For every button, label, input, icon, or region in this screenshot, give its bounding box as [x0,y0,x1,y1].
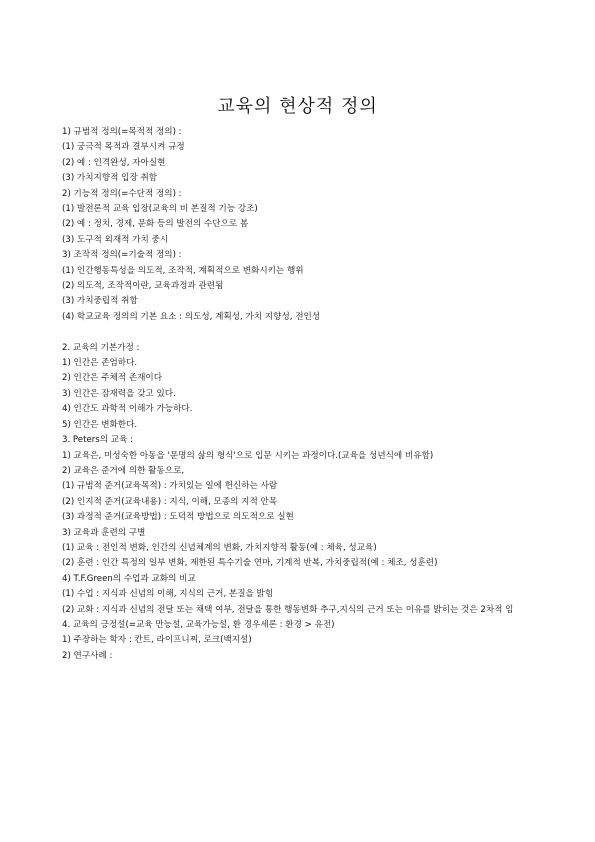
text-line: (3) 가치중립적 취함 [62,296,138,307]
text-line: (2) 의도적, 조작적이란, 교육과정과 관련됨 [62,281,224,292]
text-line: 2) 교육은 준거에 의한 활동으로, [62,465,185,476]
text-line: (2) 예 : 인격완성, 자아실현 [62,157,166,168]
text-line: 2) 연구사례 : [62,650,113,661]
text-line: 2. 교육의 기본가정 : [62,342,140,353]
text-line: 2) 기능적 정의(=수단적 정의) : [62,188,182,199]
text-line: (1) 궁극적 목적과 결부시켜 규정 [62,142,185,153]
text-line: (1) 발전론적 교육 입장(교육의 비 본질적 기능 강조) [62,204,258,215]
text-line: 4) 인간도 과학적 이해가 가능하다. [62,404,193,415]
text-line: (3) 가치지향적 입장 취함 [62,173,158,184]
text-line: (2) 교화 : 지식과 신념의 전달 또는 채택 여부, 전달을 통한 행동변화 추구,지식의 근거 또는 이유를 밝히는 것은 2차적 임 [62,604,514,615]
text-line: 2) 인간은 주체적 존재이다 [62,373,163,384]
text-line: 1) 규범적 정의(=목적적 정의) : [62,127,182,137]
text-line: (3) 도구적 외재적 가치 중시 [62,234,169,245]
text-line: (1) 교육 : 전인적 변화, 인간의 신념체계의 변화, 가치지향적 활동(예 : 체육, 성교육) [62,542,377,553]
text-line: (2) 훈련 : 인간 특정의 일부 변화, 제한된 특수기술 연마, 기계적 반복, 가치중립적(예 : 체조, 성훈련) [62,558,438,569]
text-line: (2) 인지적 준거(교육내용) : 지식, 이해, 모종의 지적 안목 [62,496,278,507]
text-line: 4) T.F.Green의 수업과 교화의 비교 [62,573,196,584]
text-line: 3) 조작적 정의(=기술적 정의) : [62,250,182,261]
text-line: (1) 인간행동특성을 의도적, 조작적, 계획적으로 변화시키는 행위 [62,265,304,276]
text-line: (1) 규범적 준거(교육목적) : 가치있는 일에 헌신하는 사람 [62,481,278,492]
text-line: (1) 수업 : 지식과 신념의 이해, 지식의 근거, 본질을 밝힘 [62,589,274,600]
text-line: 4. 교육의 긍정설(=교육 만능설, 교육가능설, 환 경우세론 : 환경 > 유전) [62,619,335,630]
text-line: 5) 인간은 변화한다. [62,419,138,430]
page-title: 교육의 현상적 정의 [217,96,378,117]
document-body [62,125,532,664]
blank-line [62,325,532,340]
text-line: 3) 교육과 훈련의 구별 [62,527,146,538]
text-line: 3) 인간은 잠재력을 갖고 있다. [62,388,176,399]
text-line: (2) 예 : 정치, 경제, 문화 등의 발전의 수단으로 봄 [62,219,249,230]
text-line: 1) 인간은 존엄하다. [62,358,138,369]
text-line: 1) 교육은, 미성숙한 아동을 '문명의 삶의 형식'으로 입문 시키는 과정이다.(교육을 성년식에 비유함) [62,450,434,461]
text-line: 1) 주장하는 학자 : 칸트, 라이프니찌, 로크(백지설) [62,635,252,646]
text-line: 3. Peters의 교육 : [62,435,134,446]
text-line: (4) 학교교육 정의의 기본 요소 : 의도성, 계획성, 가치 지향성, 전인성 [62,311,321,322]
text-line: (3) 과정적 준거(교육방법) : 도덕적 방법으로 의도적으로 실현 [62,512,294,523]
